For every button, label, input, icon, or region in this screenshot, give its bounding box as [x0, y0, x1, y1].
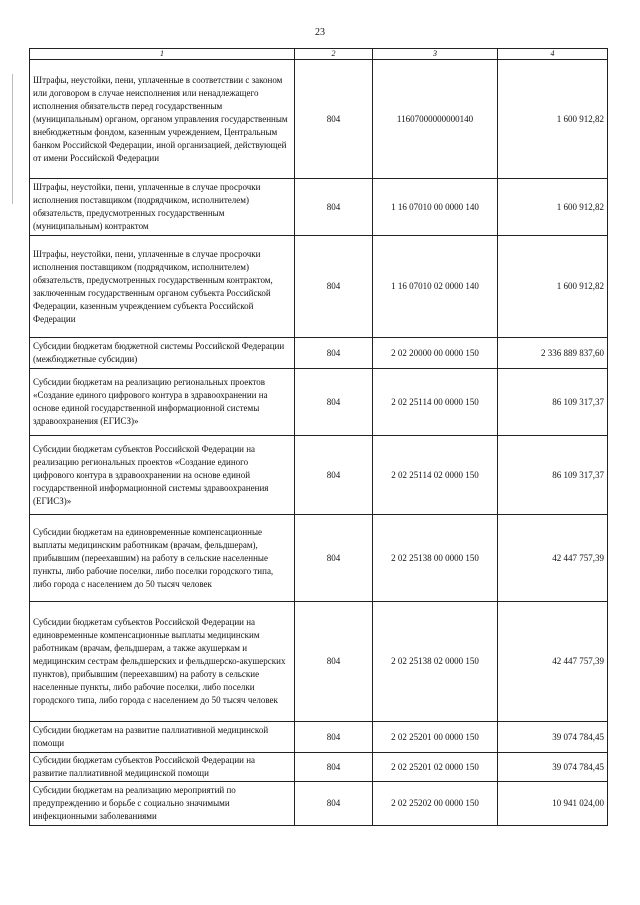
row-admin-code: 804 — [295, 436, 373, 515]
budget-revenue-table — [29, 48, 608, 826]
row-budget-code: 2 02 20000 00 0000 150 — [373, 338, 498, 369]
row-admin-code: 804 — [295, 179, 373, 236]
row-budget-code: 1 16 07010 02 0000 140 — [373, 236, 498, 338]
table-row — [30, 236, 608, 338]
row-amount: 10 941 024,00 — [498, 782, 608, 826]
row-budget-code: 2 02 25202 00 0000 150 — [373, 782, 498, 826]
row-amount: 1 600 912,82 — [498, 236, 608, 338]
row-amount: 39 074 784,45 — [498, 753, 608, 782]
column-header-amount: 4 — [498, 49, 608, 60]
row-description: Субсидии бюджетам бюджетной системы Российской Федерации (межбюджетные субсидии) — [30, 338, 295, 369]
column-header-description: 1 — [30, 49, 295, 60]
row-budget-code: 2 02 25138 02 0000 150 — [373, 602, 498, 722]
row-admin-code: 804 — [295, 602, 373, 722]
table-header-row — [30, 49, 608, 60]
row-description: Субсидии бюджетам на реализацию региональных проектов «Создание единого цифрового контура в здравоохранении на основе единой государственной информационной системы здравоохранения (ЕГИСЗ)» — [30, 369, 295, 436]
table-row — [30, 338, 608, 369]
table-row — [30, 60, 608, 179]
row-admin-code: 804 — [295, 515, 373, 602]
row-admin-code: 804 — [295, 236, 373, 338]
row-description: Субсидии бюджетам на единовременные компенсационные выплаты медицинским работникам (врачам, фельдшерам), прибывшим (переехавшим) на работу в сельские населенные пункты, либо рабочие поселки, либо поселки городского типа, либо города с населением до 50 тысяч человек — [30, 515, 295, 602]
row-description: Штрафы, неустойки, пени, уплаченные в соответствии с законом или договором в случае неисполнения или ненадлежащего исполнения обязательств перед государственным (муниципальным) органом, органом управления государственным внебюджетным фондом, казенным учреждением, Центральным банком Российской Федерации, иной организацией, действующей от имени Российской Федерации — [30, 60, 295, 179]
row-description: Субсидии бюджетам на реализацию мероприятий по предупреждению и борьбе с социально значимыми инфекционными заболеваниями — [30, 782, 295, 826]
column-header-admin: 2 — [295, 49, 373, 60]
row-amount: 1 600 912,82 — [498, 179, 608, 236]
row-description: Субсидии бюджетам субъектов Российской Федерации на развитие паллиативной медицинской помощи — [30, 753, 295, 782]
row-amount: 39 074 784,45 — [498, 722, 608, 753]
row-amount: 1 600 912,82 — [498, 60, 608, 179]
page-number: 23 — [315, 27, 325, 38]
scan-margin-line — [12, 74, 13, 204]
table-row — [30, 179, 608, 236]
row-description: Штрафы, неустойки, пени, уплаченные в случае просрочки исполнения поставщиком (подрядчиком, исполнителем) обязательств, предусмотренных государственным (муниципальным) контрактом — [30, 179, 295, 236]
row-amount: 42 447 757,39 — [498, 515, 608, 602]
row-admin-code: 804 — [295, 753, 373, 782]
table-row — [30, 602, 608, 722]
row-budget-code: 11607000000000140 — [373, 60, 498, 179]
row-amount: 42 447 757,39 — [498, 602, 608, 722]
row-budget-code: 2 02 25114 00 0000 150 — [373, 369, 498, 436]
row-amount: 2 336 889 837,60 — [498, 338, 608, 369]
row-amount: 86 109 317,37 — [498, 369, 608, 436]
row-budget-code: 2 02 25201 00 0000 150 — [373, 722, 498, 753]
row-admin-code: 804 — [295, 60, 373, 179]
row-amount: 86 109 317,37 — [498, 436, 608, 515]
row-budget-code: 2 02 25201 02 0000 150 — [373, 753, 498, 782]
row-admin-code: 804 — [295, 782, 373, 826]
row-admin-code: 804 — [295, 338, 373, 369]
row-description: Субсидии бюджетам субъектов Российской Федерации на реализацию региональных проектов «Создание единого цифрового контура в здравоохранении на основе единой государственной информационной системы здравоохранения (ЕГИСЗ)» — [30, 436, 295, 515]
column-header-code: 3 — [373, 49, 498, 60]
table-row — [30, 436, 608, 515]
row-description: Субсидии бюджетам на развитие паллиативной медицинской помощи — [30, 722, 295, 753]
row-budget-code: 1 16 07010 00 0000 140 — [373, 179, 498, 236]
table-row — [30, 515, 608, 602]
row-description: Штрафы, неустойки, пени, уплаченные в случае просрочки исполнения поставщиком (подрядчиком, исполнителем) обязательств, предусмотренных государственным контрактом, заключенным государственным органом субъекта Российской Федерации, казенным учреждением субъекта Российской Федерации — [30, 236, 295, 338]
row-admin-code: 804 — [295, 722, 373, 753]
table-row — [30, 722, 608, 753]
row-description: Субсидии бюджетам субъектов Российской Федерации на единовременные компенсационные выплаты медицинским работникам (врачам, фельдшерам, а также акушеркам и медицинским сестрам фельдшерских и фельдшерско-акушерских пунктов), прибывшим (переехавшим) на работу в сельские населенные пункты, либо рабочие поселки, либо поселки городского типа, либо города с населением до 50 тысяч человек — [30, 602, 295, 722]
row-budget-code: 2 02 25114 02 0000 150 — [373, 436, 498, 515]
row-admin-code: 804 — [295, 369, 373, 436]
table-row — [30, 753, 608, 782]
table-row — [30, 369, 608, 436]
table-row — [30, 782, 608, 826]
row-budget-code: 2 02 25138 00 0000 150 — [373, 515, 498, 602]
